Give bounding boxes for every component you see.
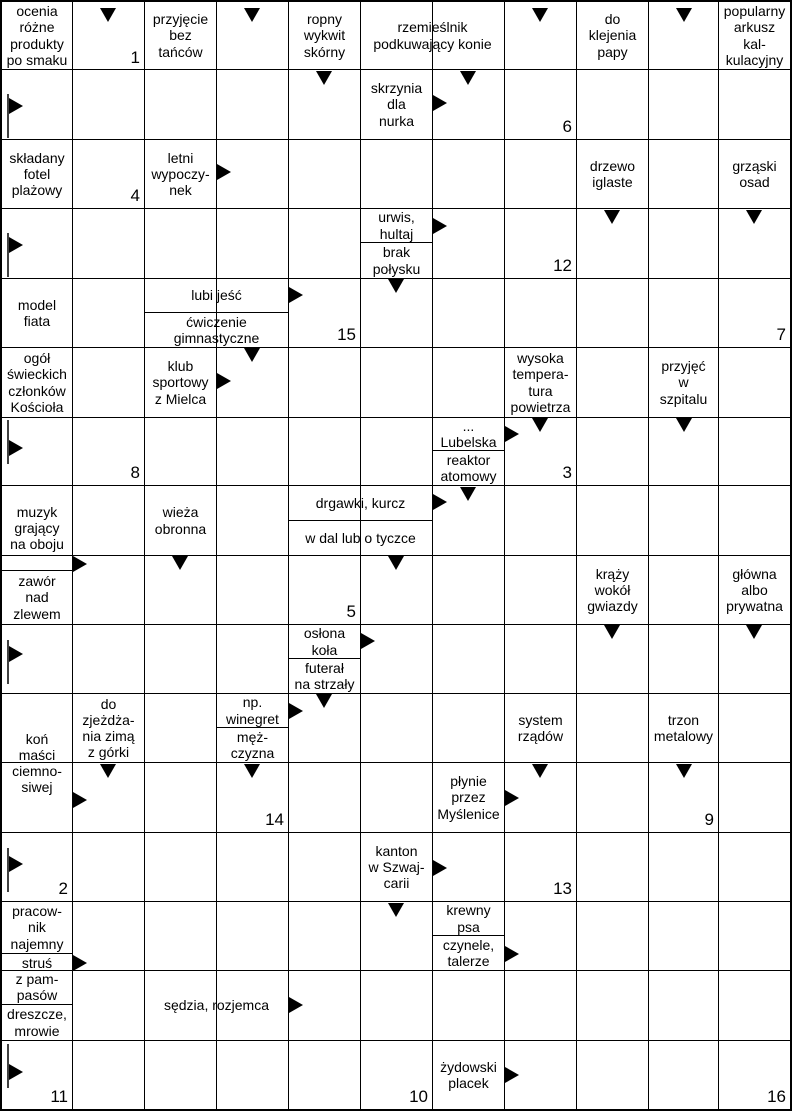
clue-cell: skrzynia dla nurka (370, 80, 423, 129)
clue-cell: system rządów (517, 711, 564, 744)
arrow-right-icon (433, 860, 447, 876)
clue-cell: składany fotel plażowy (9, 149, 65, 199)
arrow-down-icon (172, 556, 188, 570)
arrow-down-icon (244, 348, 260, 362)
arrow-down-icon (460, 487, 476, 501)
clue-cell: wysoka tempera- tura powietrza (510, 350, 571, 415)
clue-cell: popularny arkusz kal- kulacyjny (723, 3, 786, 68)
arrow-down-icon (100, 764, 116, 778)
solution-number: 10 (409, 1087, 428, 1106)
clue-cell: grząski osad (732, 157, 777, 190)
solution-number: 9 (704, 810, 714, 829)
clue-cell: reaktor atomowy (440, 451, 497, 484)
solution-number: 11 (50, 1087, 68, 1106)
bent-arrow-icon (5, 420, 25, 464)
bent-arrow-icon (5, 640, 25, 684)
arrow-down-icon (676, 8, 692, 22)
clue-cell: ropny wykwit skórny (303, 11, 346, 60)
clue-cell: ćwiczenie gimnastyczne (173, 313, 260, 346)
clue-cell: wieża obronna (154, 504, 207, 537)
clue-cell: do zjeżdża- nia zimą z górki (82, 695, 135, 761)
solution-number: 4 (130, 186, 140, 205)
arrow-right-icon (73, 792, 87, 808)
arrow-right-icon (433, 218, 447, 234)
arrow-right-icon (433, 95, 447, 111)
clue-cell: w dal lub o tyczce (305, 529, 416, 546)
arrow-right-icon (361, 633, 375, 649)
grid-hline (0, 970, 792, 971)
arrow-down-icon (604, 210, 620, 224)
clue-cell: drzewo iglaste (589, 157, 636, 190)
solution-number: 2 (58, 879, 68, 898)
bent-arrow-icon (5, 233, 25, 277)
solution-number: 5 (346, 602, 356, 621)
arrow-right-icon (217, 373, 231, 389)
clue-cell: model fiata (17, 296, 57, 329)
clue-cell: pracow- nik najemny (10, 903, 64, 952)
bent-arrow-icon (5, 1044, 25, 1088)
clue-cell: lubi jeść (191, 287, 242, 304)
bent-arrow-icon (5, 848, 25, 892)
clue-cell: rzemieślnik podkuwający konie (373, 19, 492, 52)
arrow-right-icon (289, 287, 303, 303)
grid-hline (0, 1040, 792, 1041)
clue-cell: osłona koła (303, 625, 346, 658)
arrow-right-icon (217, 164, 231, 180)
clue-cell: krewny psa (446, 902, 491, 935)
arrow-down-icon (532, 418, 548, 432)
solution-number: 6 (562, 117, 572, 136)
clue-cell: letni wypoczy- nek (151, 149, 210, 199)
clue-cell: ocenia różne produkty po smaku (6, 3, 68, 68)
solution-number: 1 (130, 48, 140, 67)
clue-cell: klub sportowy z Mielca (152, 358, 209, 407)
arrow-down-icon (388, 279, 404, 293)
arrow-down-icon (100, 8, 116, 22)
arrow-down-icon (460, 71, 476, 85)
arrow-right-icon (505, 1067, 519, 1083)
clue-cell: zawór nad zlewem (13, 573, 61, 622)
clue-cell: przyjęcie bez tańców (152, 11, 209, 60)
grid-hline (0, 901, 792, 902)
solution-number: 16 (767, 1087, 786, 1106)
arrow-down-icon (244, 8, 260, 22)
arrow-right-icon (505, 790, 519, 806)
arrow-down-icon (244, 764, 260, 778)
clue-cell: męż- czyzna (230, 728, 275, 761)
solution-number: 12 (553, 256, 572, 275)
arrow-right-icon (505, 426, 519, 442)
arrow-right-icon (73, 955, 87, 971)
arrow-down-icon (604, 625, 620, 639)
clue-cell: płynie przez Myślenice (437, 773, 500, 822)
clue-cell: sędzia, rozjemca (163, 997, 270, 1014)
clue-cell: ... Lubelska (440, 418, 497, 450)
arrow-right-icon (289, 703, 303, 719)
clue-cell: muzyk grający na oboju (10, 503, 64, 553)
bent-arrow-icon (5, 94, 25, 138)
arrow-right-icon (289, 997, 303, 1013)
arrow-right-icon (505, 946, 519, 962)
grid-hline (0, 762, 792, 763)
clue-cell: brak połysku (372, 244, 421, 277)
solution-number: 15 (337, 325, 356, 344)
clue-cell: np. winegret (226, 694, 279, 727)
solution-number: 7 (776, 325, 786, 344)
arrow-right-icon (433, 494, 447, 510)
arrow-down-icon (676, 418, 692, 432)
arrow-down-icon (532, 764, 548, 778)
solution-number: 8 (130, 463, 140, 482)
arrow-down-icon (746, 625, 762, 639)
clue-cell: krąży wokół gwiazdy (587, 565, 638, 615)
clue-cell: koń maści ciemno- siwej (12, 730, 62, 796)
grid-hline (0, 624, 792, 625)
clue-cell: przyjęć w szpitalu (659, 358, 708, 407)
clue-cell: żydowski placek (440, 1058, 497, 1091)
clue-cell: urwis, hultaj (378, 209, 415, 242)
clue-cell: struś z pam- pasów (15, 954, 59, 1004)
solution-number: 14 (265, 810, 284, 829)
clue-cell: dreszcze, mrowie (7, 1006, 67, 1039)
clue-cell: drgawki, kurcz (315, 494, 406, 511)
arrow-down-icon (746, 210, 762, 224)
clue-cell: ogół świeckich członków Kościoła (7, 350, 67, 415)
arrow-down-icon (388, 556, 404, 570)
clue-cell: do klejenia papy (588, 11, 637, 60)
arrow-down-icon (388, 903, 404, 917)
grid-hline (0, 139, 792, 140)
grid-hline (0, 417, 792, 418)
solution-number: 13 (553, 879, 572, 898)
clue-cell: trzon metalowy (653, 711, 714, 744)
clue-cell: kanton w Szwaj- carii (368, 842, 425, 892)
arrow-down-icon (532, 8, 548, 22)
arrow-right-icon (73, 556, 87, 572)
clue-cell: czynele, talerze (442, 936, 495, 969)
solution-number: 3 (562, 463, 572, 482)
clue-cell: futerał na strzały (294, 659, 355, 692)
arrow-down-icon (316, 694, 332, 708)
arrow-down-icon (676, 764, 692, 778)
clue-cell: główna albo prywatna (726, 565, 783, 615)
arrow-down-icon (316, 71, 332, 85)
